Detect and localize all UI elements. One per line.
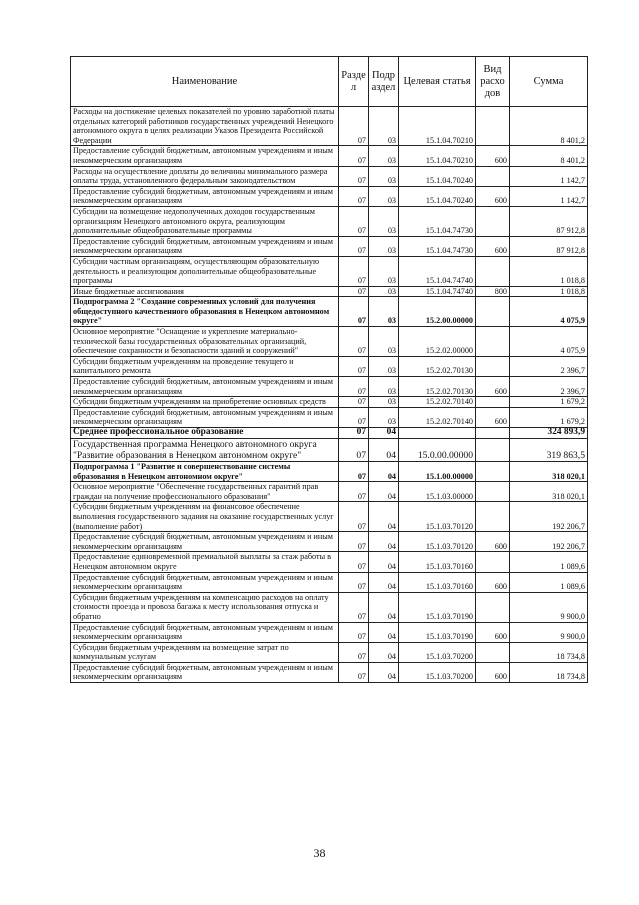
table-row (71, 397, 588, 408)
row-razdel: 07 (339, 107, 369, 146)
row-article: 15.1.04.70240 (399, 166, 476, 186)
row-podrazdel: 03 (369, 286, 399, 297)
row-article: 15.1.04.70240 (399, 186, 476, 206)
table-row (71, 642, 588, 662)
row-razdel: 07 (339, 592, 369, 622)
row-podrazdel: 04 (369, 622, 399, 642)
row-vid (476, 592, 510, 622)
table-row (71, 107, 588, 146)
header-article: Целевая статья (399, 57, 476, 107)
row-article: 15.1.03.70120 (399, 502, 476, 532)
row-name: Расходы на осуществление доплаты до величины минимального размера оплаты труда, установленного федеральным законодательством (71, 166, 339, 186)
row-podrazdel: 04 (369, 642, 399, 662)
row-sum: 1 089,6 (510, 552, 588, 572)
row-podrazdel: 04 (369, 502, 399, 532)
row-razdel: 07 (339, 552, 369, 572)
row-article: 15.1.04.70210 (399, 107, 476, 146)
row-article: 15.1.00.00000 (399, 462, 476, 482)
row-vid: 600 (476, 236, 510, 256)
row-sum: 87 912,8 (510, 206, 588, 236)
row-podrazdel: 03 (369, 236, 399, 256)
table-row (71, 438, 588, 461)
row-name: Предоставление субсидий бюджетным, автономным учреждениям и иным некоммерческим организациям (71, 377, 339, 397)
row-sum: 1 679,2 (510, 407, 588, 427)
row-razdel: 07 (339, 286, 369, 297)
table-row (71, 297, 588, 327)
row-razdel: 07 (339, 662, 369, 682)
table-row (71, 592, 588, 622)
row-podrazdel: 03 (369, 146, 399, 166)
table-body (71, 107, 588, 683)
row-razdel: 07 (339, 622, 369, 642)
row-name: Предоставление субсидий бюджетным, автономным учреждениям и иным некоммерческим организациям (71, 186, 339, 206)
row-vid: 600 (476, 377, 510, 397)
row-vid (476, 502, 510, 532)
row-sum: 1 142,7 (510, 186, 588, 206)
row-vid: 600 (476, 622, 510, 642)
row-sum: 318 020,1 (510, 462, 588, 482)
row-podrazdel: 03 (369, 327, 399, 357)
row-sum: 319 863,5 (510, 438, 588, 461)
row-podrazdel: 04 (369, 592, 399, 622)
row-vid (476, 552, 510, 572)
header-podrazdel: Подр аздел (369, 57, 399, 107)
row-sum: 192 206,7 (510, 502, 588, 532)
row-podrazdel: 03 (369, 186, 399, 206)
row-vid (476, 206, 510, 236)
budget-table (70, 56, 588, 683)
row-vid: 600 (476, 186, 510, 206)
table-row (71, 428, 588, 439)
row-sum: 1 679,2 (510, 397, 588, 408)
row-name: Субсидии на возмещение недополученных доходов государственным организациям Ненецкого автономного округа, реализующим дополнительные общеобразовательные программы (71, 206, 339, 236)
row-article: 15.1.03.00000 (399, 482, 476, 502)
row-razdel: 07 (339, 377, 369, 397)
row-vid (476, 642, 510, 662)
table-row (71, 462, 588, 482)
row-razdel: 07 (339, 236, 369, 256)
row-podrazdel: 04 (369, 552, 399, 572)
row-razdel: 07 (339, 532, 369, 552)
row-name: Расходы на достижение целевых показателей по уровню заработной платы отдельных категорий работников государственных учреждений Ненецкого автономного округа в целях реализации Указов Президента Российской Федерации (71, 107, 339, 146)
row-podrazdel: 03 (369, 397, 399, 408)
row-vid (476, 297, 510, 327)
table-row (71, 186, 588, 206)
row-article: 15.2.02.70140 (399, 397, 476, 408)
row-razdel: 07 (339, 438, 369, 461)
row-vid (476, 462, 510, 482)
row-name: Субсидии бюджетным учреждениям на компенсацию расходов на оплату стоимости проезда и провоза багажа к месту использования отпуска и обратно (71, 592, 339, 622)
row-sum: 1 018,8 (510, 256, 588, 286)
row-article: 15.1.03.70190 (399, 592, 476, 622)
row-podrazdel: 03 (369, 407, 399, 427)
row-razdel: 07 (339, 297, 369, 327)
row-article: 15.0.00.00000 (399, 438, 476, 461)
row-name: Иные бюджетные ассигнования (71, 286, 339, 297)
row-sum: 18 734,8 (510, 642, 588, 662)
row-vid (476, 438, 510, 461)
table-row (71, 146, 588, 166)
row-sum: 8 401,2 (510, 146, 588, 166)
row-sum: 18 734,8 (510, 662, 588, 682)
row-article: 15.1.04.74740 (399, 286, 476, 297)
row-name: Предоставление субсидий бюджетным, автономным учреждениям и иным некоммерческим организациям (71, 572, 339, 592)
row-razdel: 07 (339, 572, 369, 592)
row-article: 15.2.02.00000 (399, 327, 476, 357)
table-row (71, 502, 588, 532)
row-article: 15.2.02.70130 (399, 377, 476, 397)
row-name: Основное мероприятие "Оснащение и укрепление материально-технической базы государственных образовательных организаций, обеспечение сохранности и безопасности зданий и сооружений" (71, 327, 339, 357)
row-name: Субсидии бюджетным учреждениям на приобретение основных средств (71, 397, 339, 408)
row-article: 15.2.02.70130 (399, 356, 476, 376)
row-article: 15.2.00.00000 (399, 297, 476, 327)
row-article: 15.1.04.74730 (399, 206, 476, 236)
row-vid: 600 (476, 146, 510, 166)
row-name: Субсидии бюджетным учреждениям на финансовое обеспечение выполнения государственного задания на оказание государственных услуг (выполнение работ) (71, 502, 339, 532)
row-sum: 4 075,9 (510, 327, 588, 357)
table-row (71, 552, 588, 572)
row-name: Предоставление субсидий бюджетным, автономным учреждениям и иным некоммерческим организациям (71, 622, 339, 642)
row-article: 15.1.03.70190 (399, 622, 476, 642)
row-sum: 1 018,8 (510, 286, 588, 297)
row-podrazdel: 03 (369, 377, 399, 397)
row-vid (476, 397, 510, 408)
row-vid (476, 356, 510, 376)
row-sum: 2 396,7 (510, 356, 588, 376)
row-sum: 1 089,6 (510, 572, 588, 592)
row-podrazdel: 03 (369, 166, 399, 186)
row-name: Субсидии бюджетным учреждениям на проведение текущего и капитального ремонта (71, 356, 339, 376)
row-name: Подпрограмма 2 "Создание современных условий для получения общедоступного качественного образования в Ненецком автономном округе" (71, 297, 339, 327)
row-razdel: 07 (339, 256, 369, 286)
row-vid: 600 (476, 532, 510, 552)
table-row (71, 356, 588, 376)
table-row (71, 206, 588, 236)
row-vid (476, 107, 510, 146)
header-sum: Сумма (510, 57, 588, 107)
row-name: Субсидии частным организациям, осуществляющим образовательную деятельность и реализующим дополнительные общеобразовательные программы (71, 256, 339, 286)
row-name: Основное мероприятие "Обеспечение государственных гарантий прав граждан на получение профессионального образования" (71, 482, 339, 502)
table-row (71, 532, 588, 552)
row-podrazdel: 04 (369, 428, 399, 439)
row-name: Государственная программа Ненецкого автономного округа "Развитие образования в Ненецком автономном округе" (71, 438, 339, 461)
row-sum: 8 401,2 (510, 107, 588, 146)
row-sum: 192 206,7 (510, 532, 588, 552)
header-razdel: Разде л (339, 57, 369, 107)
row-name: Предоставление субсидий бюджетным, автономным учреждениям и иным некоммерческим организациям (71, 532, 339, 552)
row-sum: 2 396,7 (510, 377, 588, 397)
row-podrazdel: 03 (369, 206, 399, 236)
row-podrazdel: 03 (369, 297, 399, 327)
row-razdel: 07 (339, 502, 369, 532)
header-vid: Вид расхо дов (476, 57, 510, 107)
row-podrazdel: 04 (369, 482, 399, 502)
row-podrazdel: 04 (369, 532, 399, 552)
row-razdel: 07 (339, 206, 369, 236)
row-sum: 87 912,8 (510, 236, 588, 256)
table-row (71, 482, 588, 502)
row-podrazdel: 03 (369, 256, 399, 286)
row-vid (476, 482, 510, 502)
row-vid: 800 (476, 286, 510, 297)
table-row (71, 166, 588, 186)
row-razdel: 07 (339, 462, 369, 482)
row-article: 15.1.03.70200 (399, 642, 476, 662)
row-article: 15.1.03.70160 (399, 552, 476, 572)
row-razdel: 07 (339, 428, 369, 439)
table-row (71, 327, 588, 357)
row-vid (476, 256, 510, 286)
row-article (399, 428, 476, 439)
row-razdel: 07 (339, 397, 369, 408)
row-name: Предоставление субсидий бюджетным, автономным учреждениям и иным некоммерческим организациям (71, 407, 339, 427)
row-podrazdel: 04 (369, 572, 399, 592)
row-article: 15.1.04.70210 (399, 146, 476, 166)
row-article: 15.1.03.70160 (399, 572, 476, 592)
table-header-row (71, 57, 588, 107)
row-razdel: 07 (339, 356, 369, 376)
row-article: 15.1.03.70120 (399, 532, 476, 552)
row-sum: 4 075,9 (510, 297, 588, 327)
row-podrazdel: 04 (369, 438, 399, 461)
row-article: 15.1.04.74740 (399, 256, 476, 286)
row-podrazdel: 04 (369, 462, 399, 482)
row-podrazdel: 04 (369, 662, 399, 682)
row-sum: 9 900,0 (510, 622, 588, 642)
row-razdel: 07 (339, 407, 369, 427)
table-row (71, 407, 588, 427)
row-name: Субсидии бюджетным учреждениям на возмещение затрат по коммунальным услугам (71, 642, 339, 662)
row-razdel: 07 (339, 642, 369, 662)
row-razdel: 07 (339, 146, 369, 166)
row-sum: 324 893,9 (510, 428, 588, 439)
row-name: Предоставление единовременной премиальной выплаты за стаж работы в Ненецком автономном округе (71, 552, 339, 572)
row-name: Предоставление субсидий бюджетным, автономным учреждениям и иным некоммерческим организациям (71, 236, 339, 256)
row-article: 15.2.02.70140 (399, 407, 476, 427)
row-vid (476, 166, 510, 186)
table-row (71, 236, 588, 256)
row-vid: 600 (476, 662, 510, 682)
row-razdel: 07 (339, 166, 369, 186)
table-row (71, 662, 588, 682)
row-vid: 600 (476, 407, 510, 427)
table-row (71, 286, 588, 297)
row-name: Предоставление субсидий бюджетным, автономным учреждениям и иным некоммерческим организациям (71, 146, 339, 166)
row-sum: 318 020,1 (510, 482, 588, 502)
table-row (71, 377, 588, 397)
budget-document (70, 56, 587, 683)
row-sum: 9 900,0 (510, 592, 588, 622)
row-vid (476, 428, 510, 439)
row-vid: 600 (476, 572, 510, 592)
row-razdel: 07 (339, 327, 369, 357)
table-row (71, 256, 588, 286)
row-name: Подпрограмма 1 "Развитие и совершенствование системы образования в Ненецком автономном округе" (71, 462, 339, 482)
row-podrazdel: 03 (369, 107, 399, 146)
row-name: Среднее профессиональное образование (71, 428, 339, 439)
row-name: Предоставление субсидий бюджетным, автономным учреждениям и иным некоммерческим организациям (71, 662, 339, 682)
row-razdel: 07 (339, 186, 369, 206)
row-vid (476, 327, 510, 357)
header-name: Наименование (71, 57, 339, 107)
row-razdel: 07 (339, 482, 369, 502)
page-number: 38 (313, 846, 326, 860)
row-article: 15.1.03.70200 (399, 662, 476, 682)
table-row (71, 622, 588, 642)
row-article: 15.1.04.74730 (399, 236, 476, 256)
table-row (71, 572, 588, 592)
row-sum: 1 142,7 (510, 166, 588, 186)
row-podrazdel: 03 (369, 356, 399, 376)
